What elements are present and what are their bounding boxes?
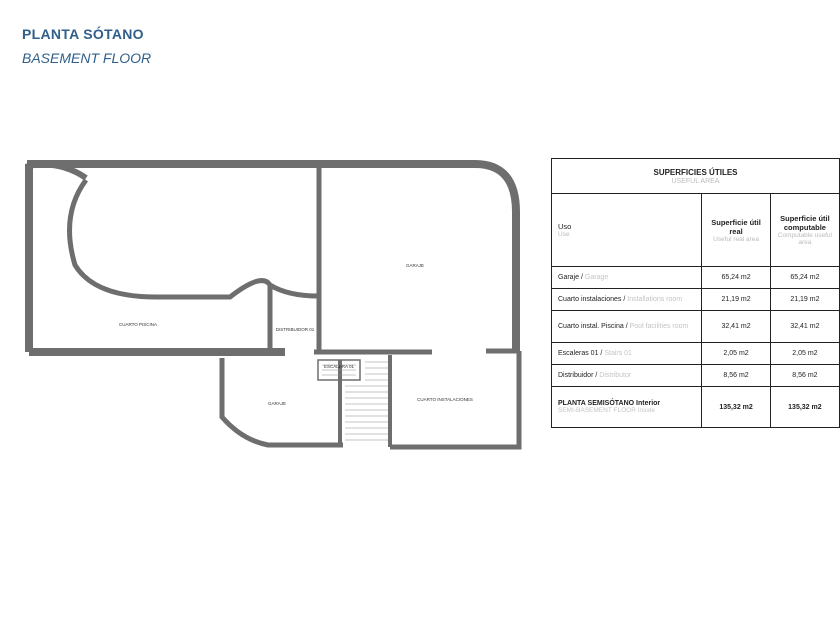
table-row: Escaleras 01 / Stairs 01 2,05 m2 2,05 m2 bbox=[552, 343, 840, 365]
room-label-garage-b: GARAJE bbox=[267, 401, 287, 406]
table-row: Distribuidor / Distributor 8,56 m2 8,56 m2 bbox=[552, 365, 840, 387]
room-label-installations: CUARTO INSTALACIONES bbox=[417, 397, 473, 402]
page-title: PLANTA SÓTANO bbox=[22, 26, 144, 42]
useful-area-table bbox=[551, 158, 840, 428]
page-subtitle: BASEMENT FLOOR bbox=[22, 50, 152, 66]
floor-plan bbox=[0, 0, 545, 460]
partition-wall bbox=[314, 351, 520, 352]
pool-outline bbox=[70, 180, 318, 297]
table-total-row bbox=[552, 387, 840, 428]
room-label-pool: CUARTO PISCINA bbox=[118, 322, 158, 327]
table-row: Cuarto instalaciones / Installations room 21,19 m2 21,19 m2 bbox=[552, 289, 840, 311]
table-title: SUPERFICIES ÚTILES USEFUL AREA bbox=[552, 159, 840, 194]
col-computable-area: Superficie útil computable Computable useful area bbox=[770, 194, 839, 267]
table-row: Garaje / Garage 65,24 m2 65,24 m2 bbox=[552, 267, 840, 289]
stair-steps bbox=[322, 362, 388, 440]
total-label: PLANTA SEMISÓTANO Interior SEMI-BASEMENT FLOOR Inside bbox=[552, 387, 702, 428]
table-title-row bbox=[552, 159, 840, 194]
table-header-row bbox=[552, 194, 840, 267]
col-real-area: Superficie útil real Useful real area bbox=[702, 194, 771, 267]
total-real: 135,32 m2 bbox=[702, 387, 771, 428]
total-computable: 135,32 m2 bbox=[770, 387, 839, 428]
room-label-distributor: DISTRIBUIDOR 01 bbox=[275, 327, 315, 332]
table-title-en: USEFUL AREA bbox=[671, 177, 720, 185]
room-label-stairs: ESCALERA 01 bbox=[323, 364, 355, 369]
col-use: Uso Use bbox=[552, 194, 702, 267]
table-row: Cuarto instal. Piscina / Pool facilities room 32,41 m2 32,41 m2 bbox=[552, 311, 840, 343]
room-label-garage: GARAJE bbox=[405, 263, 425, 268]
